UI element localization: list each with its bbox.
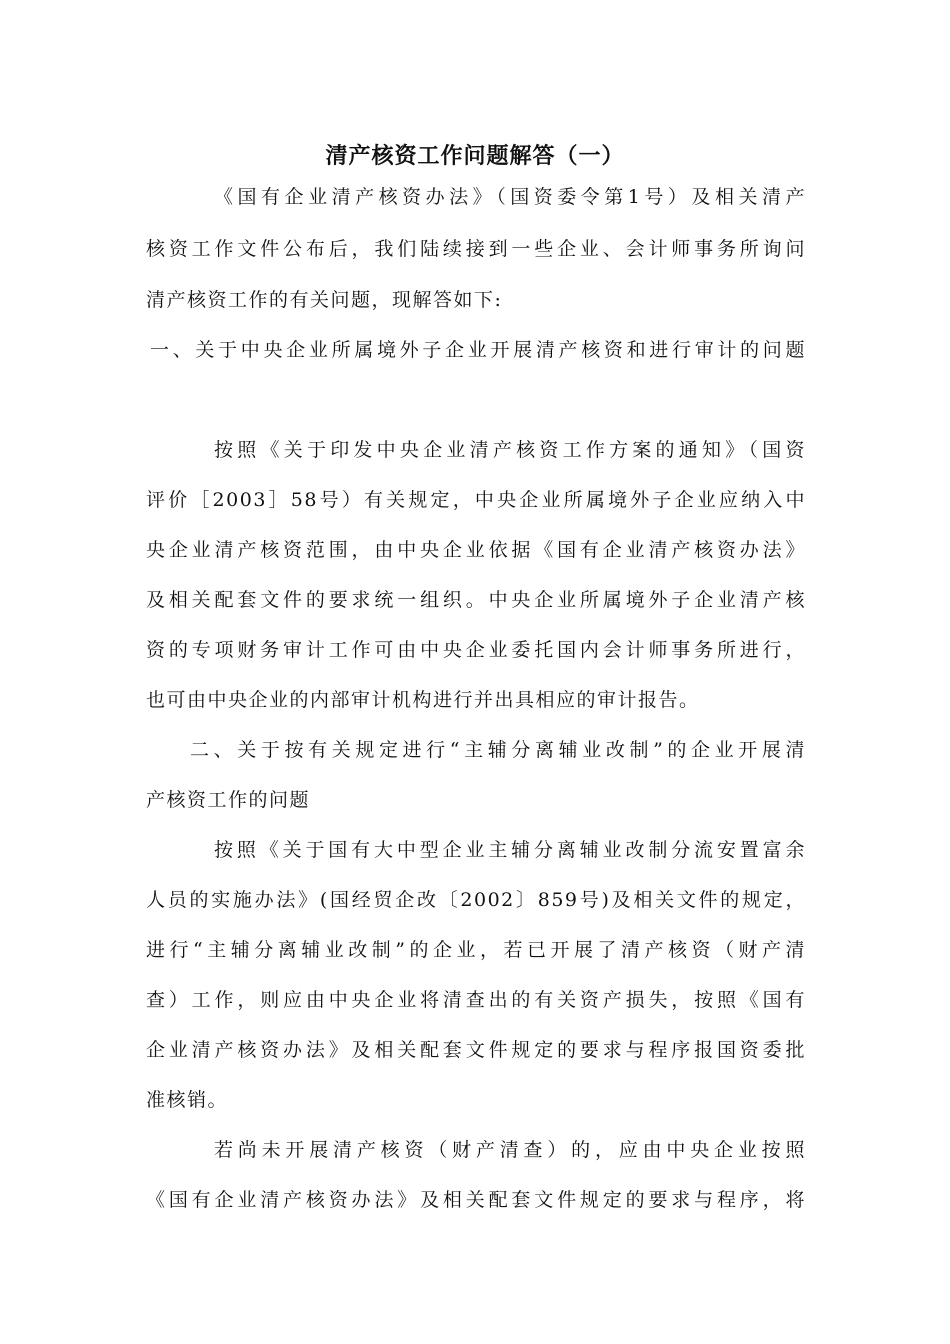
section-2-body-line-2: 人员的实施办法》(国经贸企改〔2002〕859号)及相关文件的规定，	[146, 889, 806, 911]
section-1-heading: 一、关于中央企业所属境外子企业开展清产核资和进行审计的问题	[150, 339, 806, 361]
section-1-body-line-6: 也可由中央企业的内部审计机构进行并出具相应的审计报告。	[146, 689, 700, 711]
section-1-body-line-4: 及相关配套文件的要求统一组织。中央企业所属境外子企业清产核	[146, 589, 806, 611]
section-2-heading-line-2: 产核资工作的问题	[146, 789, 311, 811]
section-1-body-line-2: 评价［2003］58号）有关规定，中央企业所属境外子企业应纳入中	[146, 489, 806, 511]
section-2-body-line-5: 企业清产核资办法》及相关配套文件规定的要求与程序报国资委批	[146, 1039, 806, 1061]
section-1-body-line-3: 央企业清产核资范围，由中央企业依据《国有企业清产核资办法》	[146, 539, 806, 561]
paragraph-intro-line-1: 《国有企业清产核资办法》（国资委令第1号）及相关清产	[214, 186, 806, 208]
paragraph-intro-line-3: 清产核资工作的有关问题，现解答如下:	[146, 289, 503, 311]
section-2-body2-line-1: 若尚未开展清产核资（财产清查）的，应由中央企业按照	[214, 1139, 806, 1161]
section-1-body-line-1: 按照《关于印发中央企业清产核资工作方案的通知》（国资	[214, 439, 806, 461]
section-2-body-line-3: 进行“主辅分离辅业改制”的企业，若已开展了清产核资（财产清	[146, 939, 806, 961]
document-title: 清产核资工作问题解答（一）	[325, 143, 625, 169]
paragraph-intro-line-2: 核资工作文件公布后，我们陆续接到一些企业、会计师事务所询问	[146, 238, 806, 260]
section-1-body-line-5: 资的专项财务审计工作可由中央企业委托国内会计师事务所进行，	[146, 639, 806, 661]
section-2-body-line-6: 准核销。	[146, 1089, 229, 1111]
section-2-body-line-4: 查）工作，则应由中央企业将清查出的有关资产损失，按照《国有	[146, 989, 806, 1011]
section-2-heading-line-1: 二、关于按有关规定进行“主辅分离辅业改制”的企业开展清	[190, 739, 806, 761]
section-2-body-line-1: 按照《关于国有大中型企业主辅分离辅业改制分流安置富余	[214, 839, 806, 861]
section-2-body2-line-2: 《国有企业清产核资办法》及相关配套文件规定的要求与程序，将	[146, 1189, 806, 1211]
